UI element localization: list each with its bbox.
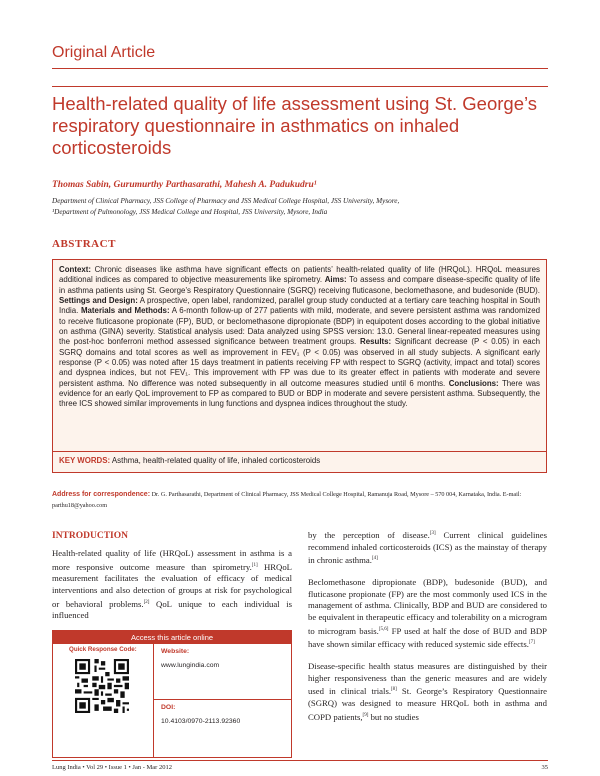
page-number: 35: [541, 764, 548, 771]
affiliation-2: ¹Department of Pulmonology, JSS Medical College and Hospital, JSS University, Mysore, India: [52, 208, 328, 216]
correspondence: [52, 489, 547, 511]
aims-label: Aims:: [324, 275, 347, 285]
keywords-label: KEY WORDS:: [59, 456, 111, 465]
correspondence-text: Dr. G. Parthasarathi, Department of Clinical Pharmacy, JSS Medical College Hospital, Ramanuja Road, Mysore – 570 004, Karnataka, India. E-mail: parthu18@yahoo.com: [52, 491, 522, 509]
access-vertical-divider: [153, 644, 154, 757]
header-rule-top: [52, 68, 548, 69]
website-label: Website:: [161, 648, 190, 655]
conclusions-label: Conclusions:: [448, 378, 499, 388]
keywords-text: Asthma, health-related quality of life, inhaled corticosteroids: [110, 456, 321, 465]
doi-value[interactable]: 10.4103/0970-2113.92360: [161, 718, 241, 725]
qr-code-icon: [75, 659, 129, 713]
left-column: [52, 548, 292, 632]
section-label: Original Article: [52, 44, 156, 61]
abstract-heading: ABSTRACT: [52, 238, 116, 250]
settings-text: A prospective, open label, randomized, parallel group study conducted at a tertiary care teaching hospital in South India.: [59, 296, 540, 316]
aims-text: To assess and compare disease-specific quality of life in asthma patients using St. George’s Respiratory Questionnaire (SGRQ) receiving fluticasone, beclomethasone, and budesonide (BUD).: [59, 275, 540, 295]
settings-label: Settings and Design:: [59, 296, 138, 306]
keywords-divider: [53, 451, 546, 452]
header-rule-bottom: [52, 86, 548, 87]
context-text: Chronic diseases like asthma have significant effects on patients’ health-related quality of life (HRQoL). HRQoL measures additional indices as compared to objective measurements like spirometry.: [59, 265, 540, 285]
qr-label: Quick Response Code:: [69, 646, 137, 653]
methods-label: Materials and Methods:: [80, 306, 170, 316]
abstract-text: [59, 265, 540, 410]
article-title: Health-related quality of life assessment using St. George’s respiratory questionnaire in asthmatics on inhaled corticosteroids: [52, 93, 538, 158]
correspondence-label: Address for correspondence:: [52, 491, 151, 498]
access-heading: Access this article online: [53, 631, 291, 644]
context-label: Context:: [59, 265, 91, 274]
keywords: [59, 456, 320, 465]
access-horizontal-divider: [153, 699, 291, 700]
results-text: Significant decrease (P < 0.05) in each SGRQ domains and total scores as well as improvement in FEV₁ (P < 0.05) was observed in all study subjects. A significant early response (P < 0.05) was noted after 15 days treatment in patients receiving FP with respect to SGRQ (activity, impact and total) scores and dyspnea indices, but not FEV₁. This improvement with FP was due to its greater effect in patients with moderate and severe persistent asthma. No difference was noted subsequently in all outcome measures studied until 6 months.: [59, 337, 540, 388]
abstract-box: [52, 259, 547, 473]
results-label: Results:: [360, 337, 392, 347]
footer-journal: Lung India • Vol 29 • Issue 1 • Jan - Mar 2012: [52, 764, 172, 771]
authors: Thomas Sabin, Gurumurthy Parthasarathi, Mahesh A. Padukudru¹: [52, 180, 317, 190]
right-paragraph-3: Disease-specific health status measures are distinguished by their higher responsiveness than the generic measures and are widely used in clinical trials.[8] St. George’s Respiratory Questionnaire (SGRQ) was designed to measure HRQoL both in asthma and COPD patients,[9] but no studies: [308, 660, 547, 722]
footer-rule: [52, 760, 548, 761]
intro-paragraph-1: Health-related quality of life (HRQoL) assessment in asthma is a more responsive outcome measure than spirometry.[1] HRQoL measurement facilitates the evaluation of efficacy of medical interventions and also detection of groups at risk for psychological or behavioral problems.[2] QoL unique to each individual is influenced: [52, 548, 292, 621]
right-paragraph-2: Beclomethasone dipropionate (BDP), budesonide (BUD), and fluticasone propionate (FP) are the most commonly used ICS in the management of asthma. Clinically, BDP and BUD are considered to be equivalent in therapeutic efficacy and tolerability on a microgram to microgram basis.[5,6] FP used at half the dose of BUD and BDP have shown similar efficacy with reduced systemic side effects.[7]: [308, 576, 548, 650]
website-link[interactable]: www.lungindia.com: [161, 662, 220, 669]
methods-text: A 6-month follow-up of 277 patients with mild, moderate, and severe persistent asthma was randomized to receive fluticasone propionate (FP), BUD, or beclomethasone dipropionate (BDP) in equipotent doses according to the global initiative on asthma (GINA) severity. Statistical analysis used: Data analyzed using SPSS version: 13.0. General linear-repeated measures using the post-hoc bonferroni method assessed significance between treatment groups.: [59, 306, 540, 347]
right-paragraph-1: by the perception of disease.[3] Current clinical guidelines recommend inhaled corticosteroids (ICS) as the mainstay of therapy in chronic asthma.[4]: [308, 529, 548, 566]
conclusions-text: There was evidence for an early QoL improvement to FP as compared to BUD or BDP in moderate and severe persistent asthma. Subsequently, the three ICS showed similar improvements in lung functions and dyspnea indices throughout the study.: [59, 378, 540, 409]
right-column: [308, 528, 547, 733]
access-article-box: [52, 630, 292, 758]
introduction-heading: INTRODUCTION: [52, 531, 129, 541]
doi-label: DOI:: [161, 704, 176, 711]
affiliation-1: Department of Clinical Pharmacy, JSS College of Pharmacy and JSS Medical College Hospital, JSS University, Mysore,: [52, 197, 400, 205]
